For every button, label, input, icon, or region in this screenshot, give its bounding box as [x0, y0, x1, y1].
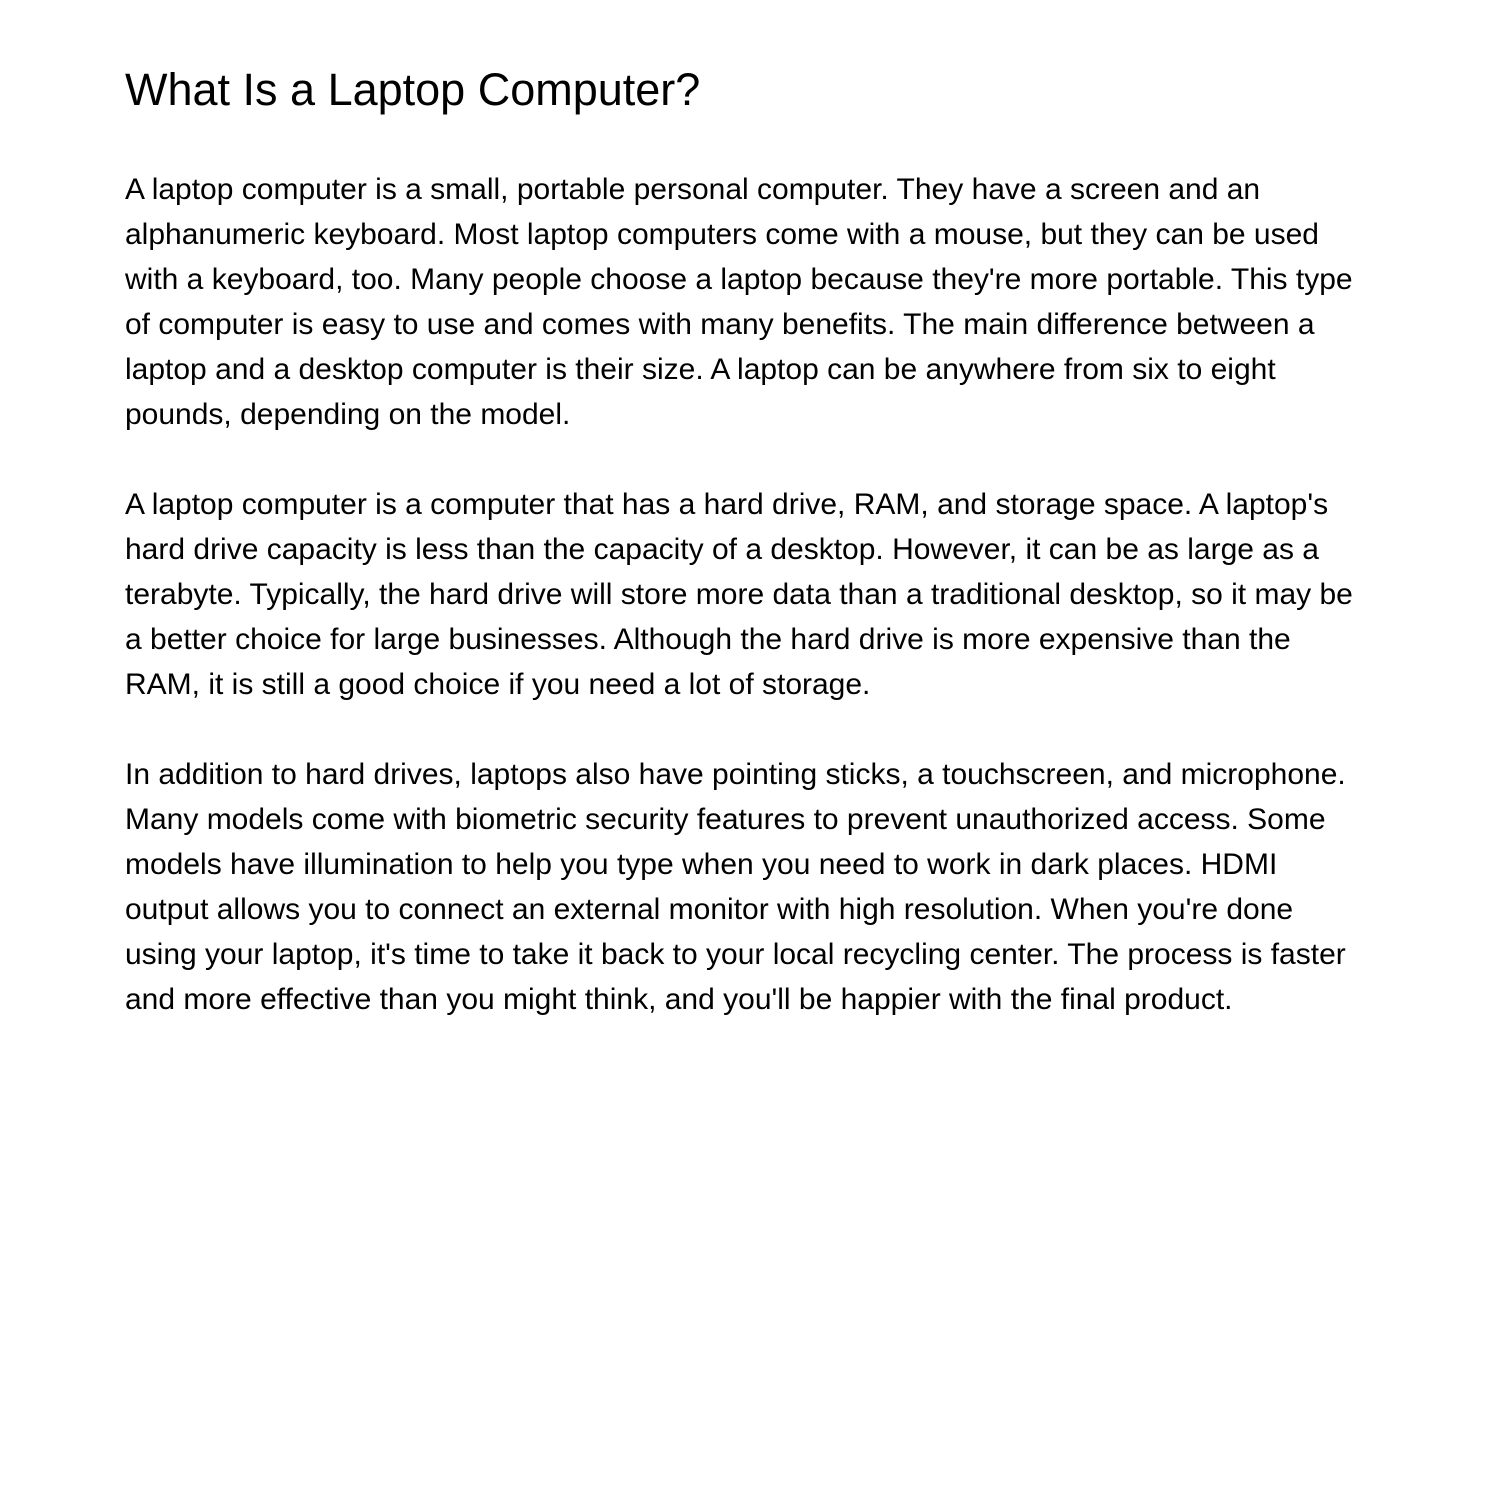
paragraph-2: A laptop computer is a computer that has a hard drive, RAM, and storage space. A laptop's hard drive capacity is less than the capacity of a desktop. However, it can be as large as a terabyte. Typically, the hard drive will store more data than a traditional desktop, so it may be a better choice for large businesses. Although the hard drive is more expensive than the RAM, it is still a good choice if you need a lot of storage. [125, 488, 1353, 701]
page-title: What Is a Laptop Computer? [125, 64, 701, 115]
paragraph-1: A laptop computer is a small, portable personal computer. They have a screen and an alphanumeric keyboard. Most laptop computers come with a mouse, but they can be used with a keyboard, too. Many people choose a laptop because they're more portable. This type of computer is easy to use and comes with many benefits. The main difference between a laptop and a desktop computer is their size. A laptop can be anywhere from six to eight pounds, depending on the model. [125, 173, 1353, 431]
paragraph-3: In addition to hard drives, laptops also have pointing sticks, a touchscreen, and microphone. Many models come with biometric security features to prevent unauthorized access. Some models have illumination to help you type when you need to work in dark places. HDMI output allows you to connect an external monitor with high resolution. When you're done using your laptop, it's time to take it back to your local recycling center. The process is faster and more effective than you might think, and you'll be happier with the final product. [125, 758, 1346, 1016]
document-content [125, 0, 1363, 1067]
